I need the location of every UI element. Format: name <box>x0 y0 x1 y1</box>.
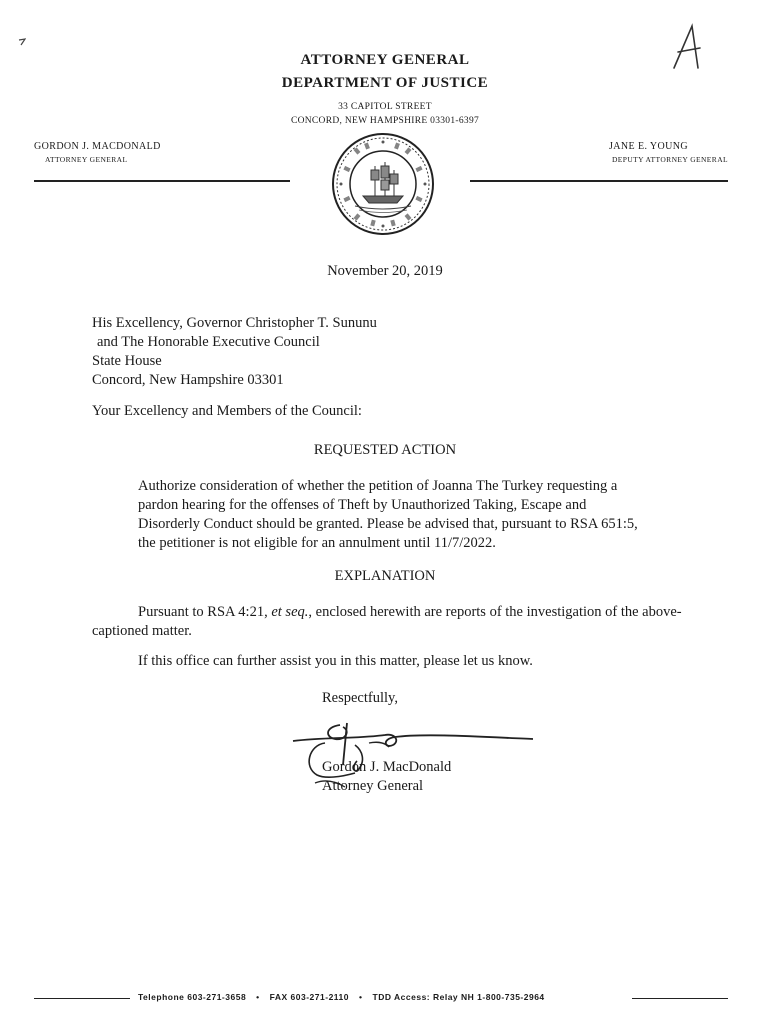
state-seal-icon <box>331 132 435 236</box>
footer-separator: • <box>256 992 260 1002</box>
explanation-italic: et seq. <box>271 604 309 620</box>
recipient-line: and The Honorable Executive Council <box>97 334 320 350</box>
signer-name: Gordon J. MacDonald <box>322 759 452 775</box>
office-title: ATTORNEY GENERAL <box>300 52 470 68</box>
footer-separator: • <box>359 992 363 1002</box>
requested-action-text: Authorize consideration of whether the petition of Joanna The Turkey requesting a pardon hearing for the offenses of Theft by Unauthorized Taking, Escape and Disorderly Conduct should be granted. Please be advised that, pursuant to RSA 651:5, the petitioner is not eligible for an annulment until 11/7/2022. <box>138 478 638 551</box>
letter-date: November 20, 2019 <box>327 263 443 279</box>
letterhead-rule-left <box>34 180 290 182</box>
footer-rule-left <box>34 998 130 999</box>
recipient-line: State House <box>92 353 162 369</box>
footer-rule-right <box>632 998 728 999</box>
explanation-post: , enclosed herewith are reports of the investigation of the above-captioned matter. <box>92 604 682 639</box>
footer-fax: FAX 603-271-2110 <box>269 992 350 1002</box>
explanation-pre: Pursuant to RSA 4:21, <box>138 604 272 620</box>
recipient-line: His Excellency, Governor Christopher T. Sununu <box>92 315 377 331</box>
attorney-general-name: GORDON J. MACDONALD <box>34 141 161 152</box>
deputy-name: JANE E. YOUNG <box>609 141 688 152</box>
explanation-text <box>92 603 682 641</box>
closing-note: If this office can further assist you in this matter, please let us know. <box>138 653 533 669</box>
footer-telephone: Telephone 603-271-3658 <box>138 992 247 1002</box>
explanation-heading: EXPLANATION <box>334 568 436 584</box>
attorney-general-title: ATTORNEY GENERAL <box>45 155 128 164</box>
salutation: Your Excellency and Members of the Council: <box>92 403 362 419</box>
recipient-line: Concord, New Hampshire 03301 <box>92 372 284 388</box>
stray-mark-icon <box>18 38 26 46</box>
requested-action-heading: REQUESTED ACTION <box>313 442 457 458</box>
letterhead-rule-right <box>470 180 728 182</box>
footer-contact <box>138 992 545 1002</box>
street-address: 33 CAPITOL STREET <box>338 102 432 112</box>
city-address: CONCORD, NEW HAMPSHIRE 03301-6397 <box>290 116 480 126</box>
recipient-address <box>92 314 692 390</box>
closing: Respectfully, <box>322 690 398 706</box>
signer-title: Attorney General <box>322 778 424 794</box>
department-title: DEPARTMENT OF JUSTICE <box>281 75 489 91</box>
deputy-title: DEPUTY ATTORNEY GENERAL <box>611 155 728 164</box>
footer-tdd: TDD Access: Relay NH 1-800-735-2964 <box>372 992 545 1002</box>
